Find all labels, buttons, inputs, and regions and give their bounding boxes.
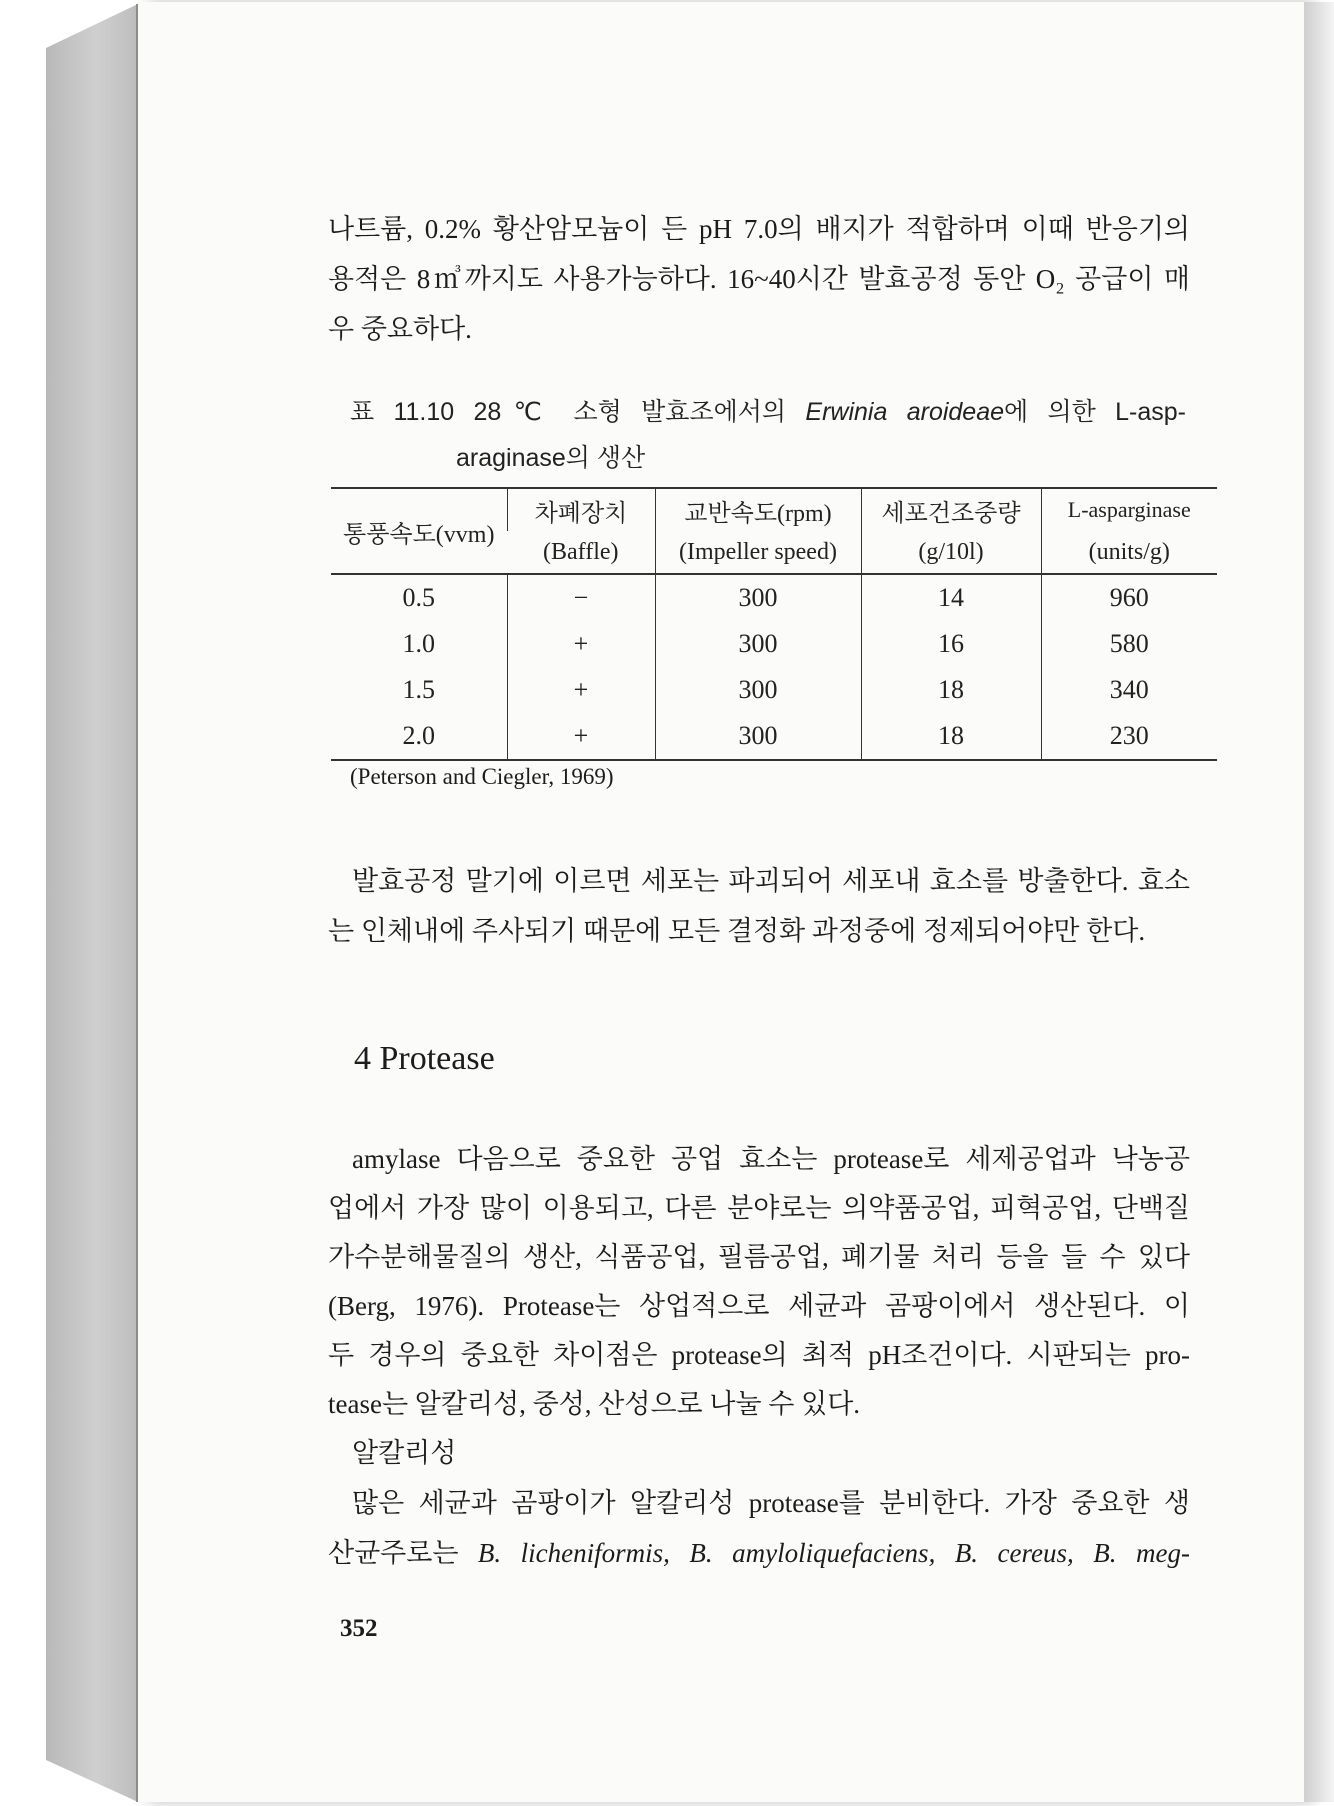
page-number: 352: [340, 1615, 378, 1642]
cell-asparginase: 960: [1041, 574, 1217, 621]
table-header-row: [331, 488, 1217, 531]
cell-impeller: 300: [655, 667, 861, 713]
cell-dry-weight: 18: [861, 713, 1041, 760]
cell-baffle: +: [507, 713, 655, 760]
cell-dry-weight: 16: [861, 621, 1041, 667]
para4-line-2-prefix: 산균주로는: [328, 1538, 478, 1568]
cell-impeller: 300: [655, 621, 861, 667]
para3-line-4: (Berg, 1976). Protease는 상업적으로 세균과 곰팡이에서 생산된다. 이: [328, 1291, 1190, 1321]
para3-line-1: amylase 다음으로 중요한 공업 효소는 protease로 세제공업과 낙농공: [352, 1144, 1190, 1174]
cell-baffle: −: [507, 574, 655, 621]
intro-line-1: 나트륨, 0.2% 황산암모늄이 든 pH 7.0의 배지가 적합하며 이때 반응기의: [328, 214, 1190, 244]
para2-line-2: 는 인체내에 주사되기 때문에 모든 결정화 과정중에 정제되어야만 한다.: [328, 916, 1146, 946]
para4-line-1: 많은 세균과 곰팡이가 알칼리성 protease를 분비한다. 가장 중요한 생: [352, 1488, 1190, 1518]
intro-line-3: 우 중요하다.: [328, 314, 472, 344]
header-baffle-en: (Baffle): [542, 538, 619, 565]
table-row: [331, 621, 1217, 667]
cell-asparginase: 580: [1041, 621, 1217, 667]
cell-aeration: 1.0: [402, 629, 435, 658]
section-heading: 4 Protease: [354, 1040, 495, 1077]
table-caption-organism: Erwinia aroideae: [805, 398, 1005, 426]
header-impeller-ko: 교반속도(rpm): [655, 488, 861, 531]
header-asparginase-en: (units/g): [1041, 531, 1217, 574]
header-aeration: 통풍속도(vvm): [343, 521, 495, 548]
table-row: [331, 713, 1217, 760]
cell-aeration: 2.0: [402, 721, 435, 750]
intro-line-2: 용적은 8㎥까지도 사용가능하다. 16~40시간 발효공정 동안 O₂ 공급이 매: [328, 264, 1190, 294]
para3-line-5: 두 경우의 중요한 차이점은 protease의 최적 pH조건이다. 시판되는 pro-: [328, 1340, 1190, 1370]
cell-baffle: +: [507, 621, 655, 667]
para4-line-2: [328, 1530, 1190, 1576]
para3-line-2: 업에서 가장 많이 이용되고, 다른 분야로는 의약품공업, 피혁공업, 단백질: [328, 1193, 1190, 1223]
subheading-alkaline: 알칼리성: [352, 1438, 457, 1468]
para3-line-6: tease는 알칼리성, 중성, 산성으로 나눌 수 있다.: [328, 1389, 861, 1419]
para3-line-3: 가수분해물질의 생산, 식품공업, 필름공업, 폐기물 처리 등을 들 수 있다: [328, 1242, 1190, 1272]
header-asparginase-ko: L-asparginase: [1041, 488, 1217, 531]
cell-dry-weight: 14: [861, 574, 1041, 621]
cell-aeration: 1.5: [402, 675, 435, 704]
table-row: [331, 574, 1217, 621]
table-caption-suffix: 에 의한 L-asp-: [1004, 398, 1186, 426]
cell-aeration: 0.5: [402, 583, 435, 612]
cell-asparginase: 340: [1041, 667, 1217, 713]
header-dry-weight-ko: 세포건조중량: [861, 488, 1041, 531]
table-caption-prefix: 표 11.10 28℃ 소형 발효조에서의: [350, 398, 806, 426]
cell-impeller: 300: [655, 713, 861, 760]
page-right-shadow: [1304, 2, 1334, 1802]
table-caption-line2: araginase의 생산: [456, 444, 646, 472]
cell-baffle: +: [507, 667, 655, 713]
header-impeller-en: (Impeller speed): [655, 531, 861, 574]
header-baffle-ko: 차폐장치: [507, 488, 655, 531]
table-row: [331, 667, 1217, 713]
cell-asparginase: 230: [1041, 713, 1217, 760]
header-dry-weight-en: (g/10l): [861, 531, 1041, 574]
data-table: [331, 487, 1217, 761]
table-caption: [350, 392, 1186, 432]
cell-impeller: 300: [655, 574, 861, 621]
para2-line-1: 발효공정 말기에 이르면 세포는 파괴되어 세포내 효소를 방출한다. 효소: [352, 866, 1190, 896]
book-edge: [46, 4, 138, 1802]
species-list: B. licheniformis, B. amyloliquefaciens, B. cereus, B. meg-: [477, 1538, 1190, 1568]
table-source: (Peterson and Ciegler, 1969): [350, 764, 614, 789]
cell-dry-weight: 18: [861, 667, 1041, 713]
